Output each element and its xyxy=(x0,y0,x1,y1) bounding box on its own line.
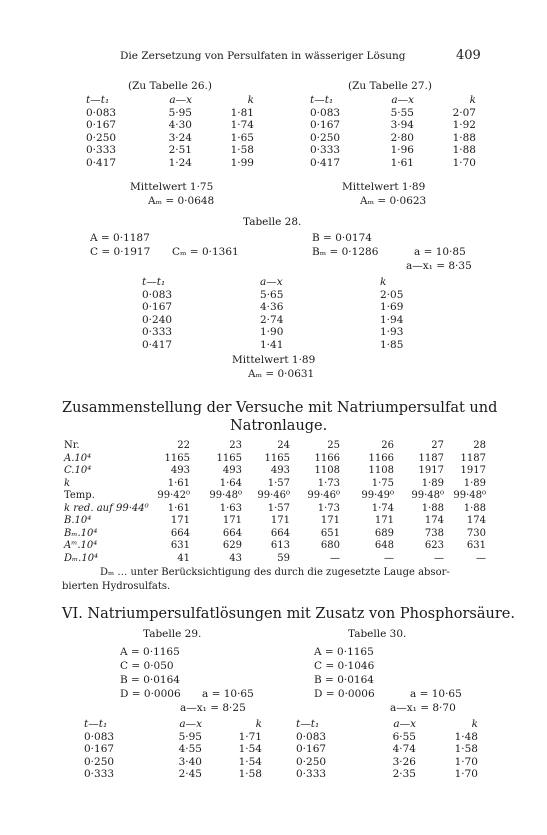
table-cell: 0·167 xyxy=(310,119,341,131)
table-cell: 1·90 xyxy=(260,326,284,338)
table-cell: 0·333 xyxy=(296,768,327,780)
col-header: a—x xyxy=(391,94,414,106)
table-cell: 680 xyxy=(320,540,340,551)
row-label: B.10⁴ xyxy=(64,515,92,526)
table-row xyxy=(84,731,262,744)
col-header: k xyxy=(380,276,387,288)
table-cell: 1187 xyxy=(460,452,486,464)
page-number: 409 xyxy=(456,48,481,63)
table-row xyxy=(64,540,486,553)
col-header: t—t₁ xyxy=(86,94,110,106)
summary-footnote-line2: bierten Hydrosulfats. xyxy=(62,581,171,592)
top-right-am: Aₘ = 0·0623 xyxy=(360,195,427,207)
table28-table xyxy=(142,276,420,351)
table29-alpha: a = 10·65 xyxy=(202,688,254,700)
table-cell: 1·88 xyxy=(452,144,476,156)
top-left-table xyxy=(86,94,254,169)
table-cell: 493 xyxy=(170,465,190,476)
table-row xyxy=(64,503,486,516)
col-header: a—x xyxy=(393,718,416,730)
table-cell: 1165 xyxy=(216,452,242,464)
table-row xyxy=(64,553,486,566)
table-cell: 3·24 xyxy=(168,131,192,144)
table-cell: 1·88 xyxy=(452,131,476,144)
table-row xyxy=(86,119,254,132)
table-row xyxy=(64,478,486,491)
table-cell: 1166 xyxy=(368,452,394,464)
col-header: 22 xyxy=(177,440,190,451)
table-cell: 174 xyxy=(466,515,486,526)
table-cell: 0·250 xyxy=(84,755,115,768)
table-cell: 171 xyxy=(270,515,290,526)
table-cell: 3·40 xyxy=(178,755,202,768)
col-header: t—t₁ xyxy=(84,718,108,730)
table-row xyxy=(142,326,420,339)
running-title: Die Zersetzung von Persulfaten in wässeriger Lösung xyxy=(120,50,406,62)
top-left-caption: (Zu Tabelle 26.) xyxy=(128,80,212,92)
top-left-mittelwert: Mittelwert 1·75 xyxy=(130,181,214,193)
col-header: t—t₁ xyxy=(296,718,320,730)
table-cell: 1·57 xyxy=(267,477,290,489)
table28-cm: Cₘ = 0·1361 xyxy=(172,246,239,258)
col-header: 26 xyxy=(381,440,394,451)
table-cell: 1165 xyxy=(164,452,190,464)
table-cell: 1·69 xyxy=(380,301,404,313)
table-cell: 5·95 xyxy=(168,106,192,119)
table28-a: A = 0·1187 xyxy=(90,232,150,244)
table-cell: 1108 xyxy=(368,465,394,476)
table29-b: B = 0·0164 xyxy=(120,674,180,686)
table-cell: 99·49⁰ xyxy=(361,490,394,501)
table-cell: 99·48⁰ xyxy=(209,490,242,501)
table-row xyxy=(86,107,254,120)
table29-alpha-x: a—x₁ = 8·25 xyxy=(180,702,246,714)
table-cell: 1108 xyxy=(314,465,340,476)
table-cell: 99·42⁰ xyxy=(157,490,190,501)
table-cell: 1·61 xyxy=(167,477,190,489)
top-right-caption: (Zu Tabelle 27.) xyxy=(348,80,432,92)
table-cell: 171 xyxy=(374,515,394,526)
col-header: t—t₁ xyxy=(310,94,334,106)
col-header: 24 xyxy=(277,440,290,451)
table-cell: 4·30 xyxy=(168,119,192,131)
row-label: k red. auf 99·44⁰ xyxy=(64,502,149,514)
table28-c: C = 0·1917 xyxy=(90,246,151,258)
table-cell: 1·88 xyxy=(463,502,486,514)
table-cell: 171 xyxy=(222,515,242,526)
table29-d: D = 0·0006 xyxy=(120,688,181,700)
table-row xyxy=(84,743,262,756)
table-cell: 2·45 xyxy=(178,768,202,780)
table-cell: 4·74 xyxy=(392,743,416,755)
col-header: 23 xyxy=(229,440,242,451)
table-cell: 99·48⁰ xyxy=(411,490,444,501)
table-row xyxy=(296,756,478,769)
table-cell: 1·99 xyxy=(230,156,254,169)
table-cell: 1·41 xyxy=(260,338,284,351)
table-cell: 0·417 xyxy=(310,156,341,169)
table-cell: 1·63 xyxy=(219,502,242,514)
table-cell: 689 xyxy=(374,527,394,539)
table29-table xyxy=(84,718,262,781)
row-label: k xyxy=(64,477,71,489)
table-cell: 1·48 xyxy=(454,730,478,743)
table-row xyxy=(142,289,420,302)
table-cell: 1917 xyxy=(460,465,486,476)
table-cell: 1·54 xyxy=(238,743,262,755)
table-cell: 5·95 xyxy=(178,730,202,743)
col-header: k xyxy=(255,718,262,730)
table-cell: 1·89 xyxy=(463,477,486,489)
table-row xyxy=(86,157,254,170)
table-cell: 493 xyxy=(222,465,242,476)
table-cell: 0·167 xyxy=(86,119,117,131)
row-label: Temp. xyxy=(64,490,95,501)
table-row xyxy=(296,731,478,744)
table30-alpha: a = 10·65 xyxy=(410,688,462,700)
table-cell: 2·74 xyxy=(260,313,284,326)
table-cell: 0·250 xyxy=(310,131,341,144)
table-cell: 1·57 xyxy=(267,502,290,514)
table-cell: 0·083 xyxy=(86,106,117,119)
table28-alpha-x: a—x₁ = 8·35 xyxy=(406,260,472,272)
table-cell: 1·73 xyxy=(317,477,340,489)
col-header: t—t₁ xyxy=(142,276,166,288)
table-cell: 1·88 xyxy=(421,502,444,514)
table-cell: 1165 xyxy=(264,452,290,464)
table-cell: 99·46⁰ xyxy=(307,490,340,501)
col-header: k xyxy=(471,718,478,730)
table-cell: 664 xyxy=(222,527,242,539)
table-row xyxy=(296,718,478,731)
table-cell: 1·81 xyxy=(230,106,254,119)
table-cell: 2·07 xyxy=(452,106,476,119)
table-cell: 1·70 xyxy=(452,156,476,169)
table-cell: 1·85 xyxy=(380,338,404,351)
table-cell: 99·48⁰ xyxy=(453,490,486,501)
table-cell: 4·55 xyxy=(178,743,202,755)
top-left-am: Aₘ = 0·0648 xyxy=(148,195,215,207)
table-cell: — xyxy=(330,552,340,564)
table-cell: 629 xyxy=(222,540,242,551)
table-row xyxy=(86,132,254,145)
table-row xyxy=(296,743,478,756)
table-cell: 5·65 xyxy=(260,288,284,301)
table-row xyxy=(142,276,420,289)
table-cell: 1·71 xyxy=(238,730,262,743)
table-cell: — xyxy=(434,552,444,564)
table-cell: 1·58 xyxy=(454,743,478,755)
row-label: Aᵐ.10⁴ xyxy=(64,540,98,551)
table-cell: 0·240 xyxy=(142,313,173,326)
section-title: VI. Natriumpersulfatlösungen mit Zusatz von Phosphorsäure. xyxy=(62,606,515,622)
table-cell: 631 xyxy=(466,540,486,551)
table-cell: 1·74 xyxy=(371,502,394,514)
table30-d: D = 0·0006 xyxy=(314,688,375,700)
table-row xyxy=(142,301,420,314)
table-cell: — xyxy=(476,552,486,564)
table-row xyxy=(296,768,478,781)
table-cell: 1·58 xyxy=(230,144,254,156)
table-cell: 0·333 xyxy=(86,144,117,156)
table-cell: 0·250 xyxy=(296,755,327,768)
table-cell: 0·333 xyxy=(142,326,173,338)
summary-title-line1: Zusammenstellung der Versuche mit Natriumpersulfat und xyxy=(62,400,498,416)
table-row xyxy=(310,157,476,170)
table-cell: 651 xyxy=(320,527,340,539)
table-cell: 0·333 xyxy=(310,144,341,156)
table-cell: 1·73 xyxy=(317,502,340,514)
summary-footnote-line1: Dₘ … unter Berücksichtigung des durch die zugesetzte Lauge absor- xyxy=(100,567,450,578)
table29-a: A = 0·1165 xyxy=(120,646,180,658)
table-row xyxy=(84,718,262,731)
col-header: a—x xyxy=(179,718,202,730)
table-cell: 493 xyxy=(270,465,290,476)
table28-mittelwert: Mittelwert 1·89 xyxy=(232,354,316,366)
row-label: C.10⁴ xyxy=(64,465,92,476)
table-cell: 0·333 xyxy=(84,768,115,780)
table-cell: — xyxy=(384,552,394,564)
table28-am: Aₘ = 0·0631 xyxy=(248,368,315,380)
table28-b: B = 0·0174 xyxy=(312,232,372,244)
table30-c: C = 0·1046 xyxy=(314,660,375,672)
table-cell: 6·55 xyxy=(392,730,416,743)
table-cell: 41 xyxy=(177,552,190,564)
table-cell: 1917 xyxy=(418,465,444,476)
table28-caption: Tabelle 28. xyxy=(243,216,302,228)
table-cell: 1·92 xyxy=(452,119,476,131)
table-cell: 1·58 xyxy=(238,768,262,780)
table-row xyxy=(86,144,254,157)
table-cell: 0·417 xyxy=(86,156,117,169)
table-cell: 738 xyxy=(424,527,444,539)
table-row xyxy=(142,339,420,352)
table-row xyxy=(310,144,476,157)
table-cell: 43 xyxy=(229,552,242,564)
col-header: a—x xyxy=(169,94,192,106)
table-row xyxy=(142,314,420,327)
summary-table xyxy=(64,440,486,565)
table-row xyxy=(310,107,476,120)
table-cell: 0·167 xyxy=(296,743,327,755)
table30-b: B = 0·0164 xyxy=(314,674,374,686)
table30-caption: Tabelle 30. xyxy=(348,628,407,640)
table-cell: 2·35 xyxy=(392,768,416,780)
table-cell: 59 xyxy=(277,552,290,564)
table-row xyxy=(64,465,486,478)
row-label: Dₘ.10⁴ xyxy=(64,552,99,564)
table-cell: 1·93 xyxy=(380,326,404,338)
table-row xyxy=(64,453,486,466)
table-cell: 0·083 xyxy=(296,730,327,743)
table-row xyxy=(64,490,486,503)
table-cell: 2·05 xyxy=(380,288,404,301)
table-cell: 1·89 xyxy=(421,477,444,489)
table-cell: 613 xyxy=(270,540,290,551)
table-cell: 0·083 xyxy=(84,730,115,743)
table-cell: 1·94 xyxy=(380,313,404,326)
table30-a: A = 0·1165 xyxy=(314,646,374,658)
table28-bm: Bₘ = 0·1286 xyxy=(312,246,379,258)
table-cell: 174 xyxy=(424,515,444,526)
table-cell: 623 xyxy=(424,540,444,551)
table-cell: 0·250 xyxy=(86,131,117,144)
table-row xyxy=(310,119,476,132)
table-cell: 1·70 xyxy=(454,768,478,780)
table-cell: 3·94 xyxy=(390,119,414,131)
row-label: Bₘ.10⁴ xyxy=(64,527,98,539)
table-cell: 3·26 xyxy=(392,755,416,768)
col-header: k xyxy=(247,94,254,106)
table-cell: 5·55 xyxy=(390,106,414,119)
table-cell: 1·96 xyxy=(390,144,414,156)
table29-c: C = 0·050 xyxy=(120,660,174,672)
table-cell: 99·46⁰ xyxy=(257,490,290,501)
table-cell: 1166 xyxy=(314,452,340,464)
table-cell: 1·64 xyxy=(219,477,242,489)
table-cell: 171 xyxy=(170,515,190,526)
table-cell: 664 xyxy=(170,527,190,539)
table-cell: 0·167 xyxy=(84,743,115,755)
table-cell: 1·61 xyxy=(390,156,414,169)
top-right-table xyxy=(310,94,476,169)
row-label: Nr. xyxy=(64,440,80,451)
table-cell: 664 xyxy=(270,527,290,539)
table-row xyxy=(86,94,254,107)
col-header: 25 xyxy=(327,440,340,451)
table-cell: 0·083 xyxy=(310,106,341,119)
table-row xyxy=(64,440,486,453)
table-cell: 1·75 xyxy=(371,477,394,489)
summary-title-line2: Natronlauge. xyxy=(230,418,328,434)
table-row xyxy=(310,132,476,145)
table-cell: 1·54 xyxy=(238,755,262,768)
col-header: a—x xyxy=(260,276,283,288)
table-cell: 730 xyxy=(466,527,486,539)
table-row xyxy=(84,768,262,781)
table-cell: 1187 xyxy=(418,452,444,464)
table-row xyxy=(64,528,486,541)
table-cell: 171 xyxy=(320,515,340,526)
table30-alpha-x: a—x₁ = 8·70 xyxy=(390,702,456,714)
table-cell: 2·80 xyxy=(390,131,414,144)
table-cell: 0·167 xyxy=(142,301,173,313)
table-cell: 0·417 xyxy=(142,338,173,351)
table-row xyxy=(310,94,476,107)
table-cell: 1·65 xyxy=(230,131,254,144)
col-header: 28 xyxy=(473,440,486,451)
table-cell: 4·36 xyxy=(260,301,284,313)
table-cell: 1·74 xyxy=(230,119,254,131)
row-label: A.10⁴ xyxy=(64,452,92,464)
table-cell: 1·61 xyxy=(167,502,190,514)
table-cell: 1·24 xyxy=(168,156,192,169)
table-cell: 648 xyxy=(374,540,394,551)
table-cell: 2·51 xyxy=(168,144,192,156)
col-header: 27 xyxy=(431,440,444,451)
table30-table xyxy=(296,718,478,781)
table28-alpha: a = 10·85 xyxy=(414,246,466,258)
table-cell: 0·083 xyxy=(142,288,173,301)
table-row xyxy=(84,756,262,769)
table-row xyxy=(64,515,486,528)
col-header: k xyxy=(469,94,476,106)
table-cell: 1·70 xyxy=(454,755,478,768)
top-right-mittelwert: Mittelwert 1·89 xyxy=(342,181,426,193)
table29-caption: Tabelle 29. xyxy=(143,628,202,640)
table-cell: 631 xyxy=(170,540,190,551)
